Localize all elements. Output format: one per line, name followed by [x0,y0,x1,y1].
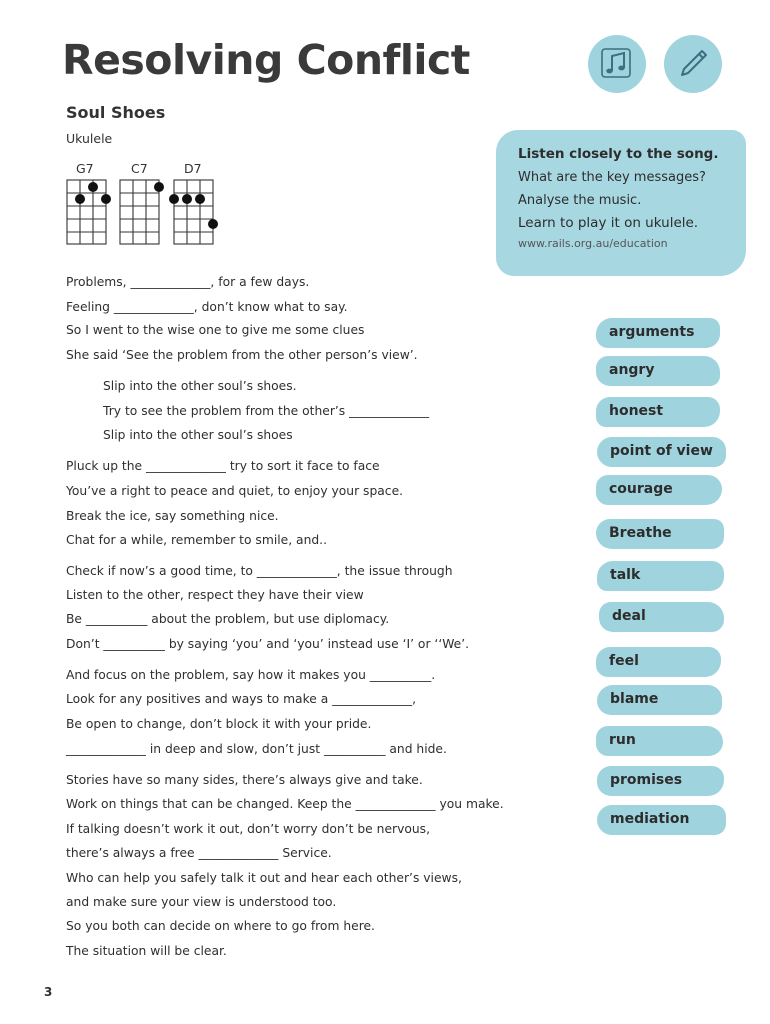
chord-name: G7 [76,161,94,176]
word-bank-item: deal [599,602,724,632]
lyric-line: there’s always a free _____________ Service. [66,846,332,860]
word-bank-item: run [596,726,723,756]
lyric-line: and make sure your view is understood too. [66,895,337,909]
page-number: 3 [44,985,53,999]
lyric-line: Try to see the problem from the other’s _____________ [103,404,430,418]
lyric-line: She said ‘See the problem from the other person’s view’. [66,348,418,362]
word-bank-item: feel [596,647,721,677]
chord-c7 [120,161,164,244]
word-bank-item: courage [596,475,722,505]
instructions-question: What are the key messages? [518,170,706,185]
music-note-icon [588,35,646,93]
word-bank-item: angry [596,356,720,386]
lyric-line: Who can help you safely talk it out and hear each other’s views, [66,871,462,885]
lyric-line: The situation will be clear. [66,944,227,958]
word-bank-item: mediation [597,805,726,835]
lyric-line: So I went to the wise one to give me some clues [66,323,365,337]
pencil-icon [664,35,722,93]
word-bank-item: promises [597,766,724,796]
chord-g7 [67,161,111,244]
instructions-heading: Listen closely to the song. [518,146,719,162]
instructions-url[interactable]: www.rails.org.au/education [518,237,668,250]
lyric-line: Problems, _____________, for a few days. [66,275,310,289]
lyric-line: _____________ in deep and slow, don’t just __________ and hide. [66,742,447,756]
lyric-line: Chat for a while, remember to smile, and.. [66,533,327,547]
lyric-line: Slip into the other soul’s shoes. [103,379,297,393]
instructions-question: Analyse the music. [518,193,642,208]
lyric-line: Check if now’s a good time, to _____________, the issue through [66,564,453,578]
lyric-line: Pluck up the _____________ try to sort it face to face [66,459,380,473]
page-title: Resolving Conflict [62,36,470,84]
lyric-line: Slip into the other soul’s shoes [103,428,293,442]
instructions-learn: Learn to play it on ukulele. [518,215,699,231]
lyric-line: Listen to the other, respect they have their view [66,588,364,602]
chord-name: D7 [184,161,202,176]
lyric-line: If talking doesn’t work it out, don’t worry don’t be nervous, [66,822,430,836]
lyric-line: Be __________ about the problem, but use diplomacy. [66,612,390,626]
lyric-line: You’ve a right to peace and quiet, to enjoy your space. [66,484,404,498]
chord-name: C7 [131,161,148,176]
lyric-line: Look for any positives and ways to make a _____________, [66,692,417,706]
word-bank-item: talk [597,561,724,591]
chord-diagrams [64,160,234,250]
lyric-line: Feeling _____________, don’t know what to say. [66,300,348,314]
lyric-line: Be open to change, don’t block it with your pride. [66,717,372,731]
lyric-line: So you both can decide on where to go from here. [66,919,375,933]
word-bank-item: blame [597,685,722,715]
song-title: Soul Shoes [66,103,166,122]
lyric-line: Don’t __________ by saying ‘you’ and ‘you’ instead use ‘I’ or ‘‘We’. [66,637,470,651]
lyric-line: Stories have so many sides, there’s always give and take. [66,773,423,787]
lyric-line: Break the ice, say something nice. [66,509,279,523]
lyric-line: Work on things that can be changed. Keep the _____________ you make. [66,797,504,811]
word-bank-item: point of view [597,437,726,467]
word-bank-item: arguments [596,318,720,348]
instructions-box [496,130,746,276]
instrument-label: Ukulele [66,131,113,146]
word-bank-item: honest [596,397,720,427]
lyric-line: And focus on the problem, say how it makes you __________. [66,668,436,682]
chord-d7 [169,161,218,244]
word-bank-item: Breathe [596,519,724,549]
